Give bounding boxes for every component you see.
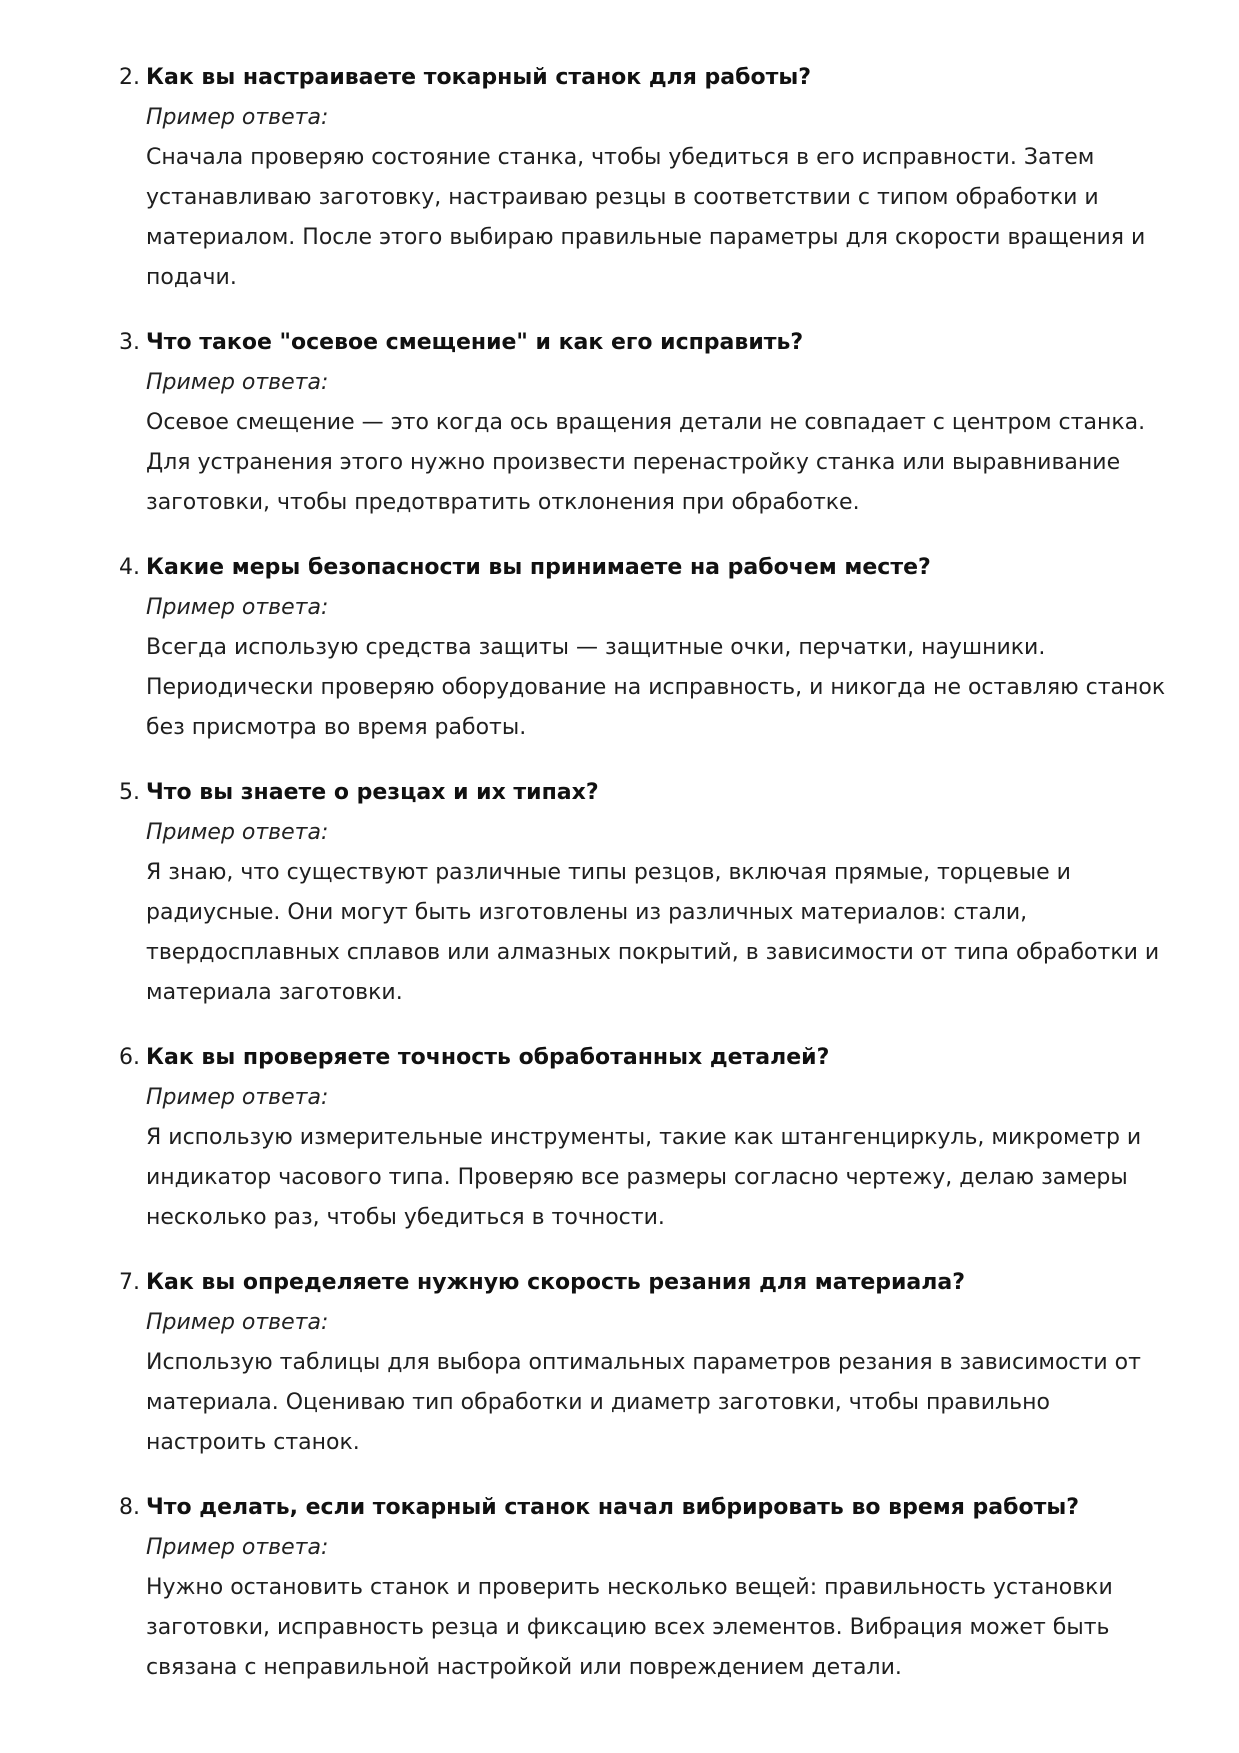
answer-line: Использую таблицы для выбора оптимальных параметров резания в зависимости от [146, 1350, 1141, 1375]
question-number: 7. [119, 1270, 140, 1295]
answer-line: твердосплавных сплавов или алмазных покрытий, в зависимости от типа обработки и [146, 940, 1160, 965]
question-item [0, 58, 1239, 298]
sample-answer-label: Пример ответа: [146, 1310, 329, 1335]
answer-line: Нужно остановить станок и проверить несколько вещей: правильность установки [146, 1575, 1113, 1600]
question-item [0, 548, 1239, 748]
answer-line: заготовки, чтобы предотвратить отклонения при обработке. [146, 490, 860, 515]
question-text: Как вы определяете нужную скорость резания для материала? [146, 1270, 965, 1295]
answer-line: Я использую измерительные инструменты, такие как штангенциркуль, микрометр и [146, 1125, 1142, 1150]
answer-text [146, 1568, 1176, 1688]
answer-line: заготовки, исправность резца и фиксацию всех элементов. Вибрация может быть [146, 1615, 1110, 1640]
answer-text [146, 1118, 1176, 1238]
question-item [0, 773, 1239, 1013]
sample-answer-label: Пример ответа: [146, 370, 329, 395]
question-text: Как вы настраиваете токарный станок для работы? [146, 65, 812, 90]
question-item [0, 1038, 1239, 1238]
answer-line: Всегда использую средства защиты — защитные очки, перчатки, наушники. [146, 635, 1046, 660]
question-number: 2. [119, 65, 140, 90]
question-text: Какие меры безопасности вы принимаете на рабочем месте? [146, 555, 931, 580]
answer-line: Я знаю, что существуют различные типы резцов, включая прямые, торцевые и [146, 860, 1071, 885]
sample-answer-label: Пример ответа: [146, 820, 329, 845]
answer-line: Для устранения этого нужно произвести перенастройку станка или выравнивание [146, 450, 1121, 475]
sample-answer-label: Пример ответа: [146, 1535, 329, 1560]
question-number: 5. [119, 780, 140, 805]
answer-line: радиусные. Они могут быть изготовлены из различных материалов: стали, [146, 900, 1028, 925]
sample-answer-label: Пример ответа: [146, 105, 329, 130]
answer-line: Осевое смещение — это когда ось вращения детали не совпадает с центром станка. [146, 410, 1146, 435]
question-text: Как вы проверяете точность обработанных деталей? [146, 1045, 830, 1070]
sample-answer-label: Пример ответа: [146, 1085, 329, 1110]
question-item [0, 323, 1239, 523]
question-number: 3. [119, 330, 140, 355]
question-number: 8. [119, 1495, 140, 1520]
answer-line: без присмотра во время работы. [146, 715, 527, 740]
answer-line: материала заготовки. [146, 980, 403, 1005]
question-number: 6. [119, 1045, 140, 1070]
question-item [0, 1263, 1239, 1463]
answer-text [146, 138, 1176, 298]
answer-line: индикатор часового типа. Проверяю все размеры согласно чертежу, делаю замеры [146, 1165, 1128, 1190]
answer-line: материалом. После этого выбираю правильные параметры для скорости вращения и [146, 225, 1146, 250]
sample-answer-label: Пример ответа: [146, 595, 329, 620]
answer-text [146, 628, 1176, 748]
answer-line: материала. Оцениваю тип обработки и диаметр заготовки, чтобы правильно [146, 1390, 1050, 1415]
question-number: 4. [119, 555, 140, 580]
answer-text [146, 403, 1176, 523]
answer-line: связана с неправильной настройкой или повреждением детали. [146, 1655, 902, 1680]
answer-text [146, 853, 1176, 1013]
answer-text [146, 1343, 1176, 1463]
question-text: Что делать, если токарный станок начал вибрировать во время работы? [146, 1495, 1079, 1520]
question-item [0, 1488, 1239, 1688]
question-list [0, 58, 1239, 1713]
answer-line: настроить станок. [146, 1430, 360, 1455]
answer-line: устанавливаю заготовку, настраиваю резцы в соответствии с типом обработки и [146, 185, 1099, 210]
answer-line: подачи. [146, 265, 237, 290]
question-text: Что такое "осевое смещение" и как его исправить? [146, 330, 804, 355]
answer-line: Сначала проверяю состояние станка, чтобы убедиться в его исправности. Затем [146, 145, 1095, 170]
question-text: Что вы знаете о резцах и их типах? [146, 780, 599, 805]
answer-line: несколько раз, чтобы убедиться в точности. [146, 1205, 665, 1230]
answer-line: Периодически проверяю оборудование на исправность, и никогда не оставляю станок [146, 675, 1166, 700]
